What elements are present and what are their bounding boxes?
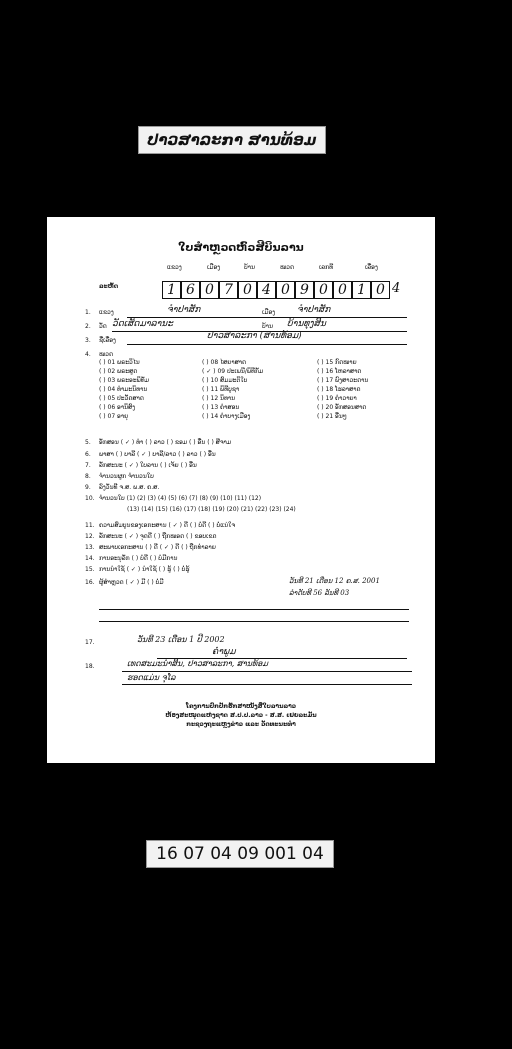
field-number: 13.: [85, 544, 95, 551]
document-form: [47, 217, 435, 763]
code-header: ເລື່ອງ: [365, 264, 378, 271]
code-header: ໝວດ: [280, 264, 294, 271]
field-row: ສະພາບເອກະສານ ( ) ດີ ( ✓ ) ດີ ( ) ຖືກທຳລາຍ: [99, 544, 216, 551]
category-item: ( ) 07 ອາຍຸ: [99, 413, 129, 420]
surveyor-name: ຄຳພູມ: [212, 647, 236, 657]
field-underline: [122, 671, 412, 672]
field-number: 14.: [85, 555, 95, 562]
field-underline: [99, 621, 409, 622]
stamp-line: ຫ້ອງສະໝຸດແຫ່ງຊາດ ສ.ປ.ປ.ລາວ - ສ.ສ. ເຢຍລະມັນ: [165, 712, 317, 719]
category-item: ( ) 01 ພຣະວິໄນ: [99, 359, 140, 366]
code-digit: 0: [200, 281, 219, 299]
code-digit: 1: [162, 281, 181, 299]
category-item: ( ) 08 ໄສຍາສາດ: [202, 359, 247, 366]
code-label: ລະຫັດ: [99, 283, 119, 290]
field-number: 12.: [85, 533, 95, 540]
stamp-line: ໂຄງການປົກປັກຮັກສາໜັງສືໃບລານລາວ: [185, 703, 297, 710]
code-digit: 9: [295, 281, 314, 299]
category-item: ( ) 10 ສົມມະຕິໃບ: [202, 377, 248, 384]
code-digit: 1: [352, 281, 371, 299]
remarks-line: ເທດສະມະນຳສິນ, ປາວສາລະກາ, ສານທ້ອມ: [127, 659, 268, 668]
code-digit-last: 4: [392, 281, 401, 296]
field-number: 1.: [85, 309, 91, 316]
category-item: ( ) 14 ຄຳບາງເມືອງ: [202, 413, 251, 420]
field-value: ປາວສາລະກາ (ສານທ້ອມ): [207, 331, 302, 341]
field-number: 15.: [85, 566, 95, 573]
field-underline: [127, 317, 407, 318]
category-item: ( ) 11 ພິທີບູຊາ: [202, 386, 240, 393]
category-item: ( ) 06 ອານິສົງ: [99, 404, 136, 411]
category-item: ( ) 15 ກົດໝາຍ: [317, 359, 357, 366]
code-digit: 4: [257, 281, 276, 299]
field-label: ວັດ: [99, 323, 107, 330]
code-digit: 0: [314, 281, 333, 299]
field-row: ຈຳນວນຜູກ ຈຳນວນໃບ: [99, 473, 154, 480]
field-row: ລັກສະນະ ( ✓ ) ໃບລານ ( ) ເຈ້ຍ ( ) ອື່ນ: [99, 462, 197, 469]
category-item: ( ) 17 ພົງສາວະດານ: [317, 377, 369, 384]
field-number: 3.: [85, 337, 91, 344]
form-title: ໃບສຳຫຼວດຫົວສີບິນລານ: [178, 241, 304, 254]
code-header: ເລກທີ: [319, 264, 334, 271]
field-label: ແຂວງ: [99, 309, 114, 316]
field-number: 18.: [85, 663, 95, 670]
code-grid: [162, 281, 390, 299]
code-digit: 0: [238, 281, 257, 299]
category-item: ( ) 16 ໂຫລາສາດ: [317, 368, 362, 375]
field-label: ຊື່ເລື່ອງ: [99, 337, 116, 344]
code-digit: 7: [219, 281, 238, 299]
category-item: ( ) 04 ທຳມະນິທານ: [99, 386, 148, 393]
category-item: ( ) 05 ປະວັດສາດ: [99, 395, 144, 402]
field-number: 6.: [85, 451, 91, 458]
category-item: ( ) 02 ພຣະສູດ: [99, 368, 138, 375]
field-value: ບ້ານທຸງສິນ: [287, 319, 326, 329]
code-header: ເມືອງ: [207, 264, 221, 271]
field-number: 4.: [85, 351, 91, 358]
field-value: ວັດເສັດມາລານະ: [112, 319, 173, 329]
remarks-line: ຮອດແມ່ນ ຈຸໂລ: [127, 673, 176, 682]
field-row: ການອະນຸລັກ ( ) ບໍ່ດີ ( ) ບໍ່ມີການ: [99, 555, 178, 562]
category-label: ໝວດ: [99, 351, 113, 358]
field-underline: [127, 344, 407, 345]
code-digit: 6: [181, 281, 200, 299]
field-value: ຈຳປາສັກ: [297, 305, 331, 315]
field-row: ອັກສອນ ( ✓ ) ທຳ ( ) ລາວ ( ) ຂອມ ( ) ອື່ນ ( ) ສີຈາມ: [99, 439, 232, 446]
category-item: ( ) 19 ຄຳວາຍາ: [317, 395, 357, 402]
category-item: ( ) 12 ນິທານ: [202, 395, 236, 402]
survey-date: ວັນທີ 23 ເດືອນ 1 ປີ 2002: [137, 635, 225, 644]
category-item: ( ) 13 ຄຳສອນ: [202, 404, 240, 411]
date-line: ວັນທີ 21 ເດືອນ 12 ຄ.ສ. 2001: [289, 577, 380, 585]
number-line: ລຳດັບທີ 56 ລັນທີ 03: [289, 589, 350, 597]
top-label: ປາວສາລະກາ ສານທ້ອມ: [138, 126, 326, 154]
field-underline: [122, 684, 412, 685]
field-number: 9.: [85, 484, 91, 491]
code-header: ແຂວງ: [167, 264, 182, 271]
category-item: ( ) 18 ໂຮລາສາດ: [317, 386, 361, 393]
field-label: ເມືອງ: [262, 309, 276, 316]
category-item: ( ) 03 ພຣະອະພິທັມ: [99, 377, 149, 384]
bottom-label: 16 07 04 09 001 04: [146, 840, 334, 868]
field-number: 11.: [85, 522, 95, 529]
category-item: ( ) 20 ອັກສອນສາດ: [317, 404, 367, 411]
category-item: ( ✓ ) 09 ປະເພນີ/ພິທີກັມ: [202, 368, 264, 375]
category-item: ( ) 21 ອື່ນໆ: [317, 413, 347, 420]
field-underline: [99, 609, 409, 610]
field-row: ລົງວັນທີ ຈ.ສ. ພ.ສ. ຄ.ສ.: [99, 484, 160, 491]
code-digit: 0: [333, 281, 352, 299]
field-row-cont: (13) (14) (15) (16) (17) (18) (19) (20) (21) (22) (23) (24): [127, 506, 296, 513]
field-number: 17.: [85, 639, 95, 646]
field-value: ຈຳປາສັກ: [167, 305, 201, 315]
field-row: ຜູ້ສຳຫຼວດ ( ✓ ) ມີ ( ) ບໍ່ມີ: [99, 579, 164, 586]
field-number: 7.: [85, 462, 91, 469]
code-digit: 0: [371, 281, 390, 299]
field-number: 16.: [85, 579, 95, 586]
field-number: 5.: [85, 439, 91, 446]
field-label: ບ້ານ: [262, 323, 273, 330]
field-number: 8.: [85, 473, 91, 480]
field-number: 2.: [85, 323, 91, 330]
field-row: ລັກສະນະ ( ✓ ) ຈຸດດີ ( ) ຖືກໝອດ ( ) ຂອບເຂດ: [99, 533, 217, 540]
stamp-line: ກະຊວງຖະແຫຼງຂ່າວ ແລະ ວັດທະນະທຳ: [186, 721, 296, 728]
code-header: ບ້ານ: [244, 264, 255, 271]
field-number: 10.: [85, 495, 95, 502]
code-digit: 0: [276, 281, 295, 299]
field-row: ພາສາ ( ) ບາລີ ( ✓ ) ບາລີ/ລາວ ( ) ລາວ ( ) ອື່ນ: [99, 451, 216, 458]
field-row: ຈຳນວນໃບ (1) (2) (3) (4) (5) (6) (7) (8) (9) (10) (11) (12): [99, 495, 262, 502]
field-row: ການນຳໃຊ້ ( ✓ ) ນຳໃຊ້ ( ) ຮູ້ ( ) ບໍ່ຮູ້: [99, 566, 190, 573]
field-row: ຄວາມສົມບູນຂອງເອກະສານ ( ✓ ) ດີ ( ) ບໍ່ດີ ( ) ບໍ່ແນ່ໃຈ: [99, 522, 236, 529]
